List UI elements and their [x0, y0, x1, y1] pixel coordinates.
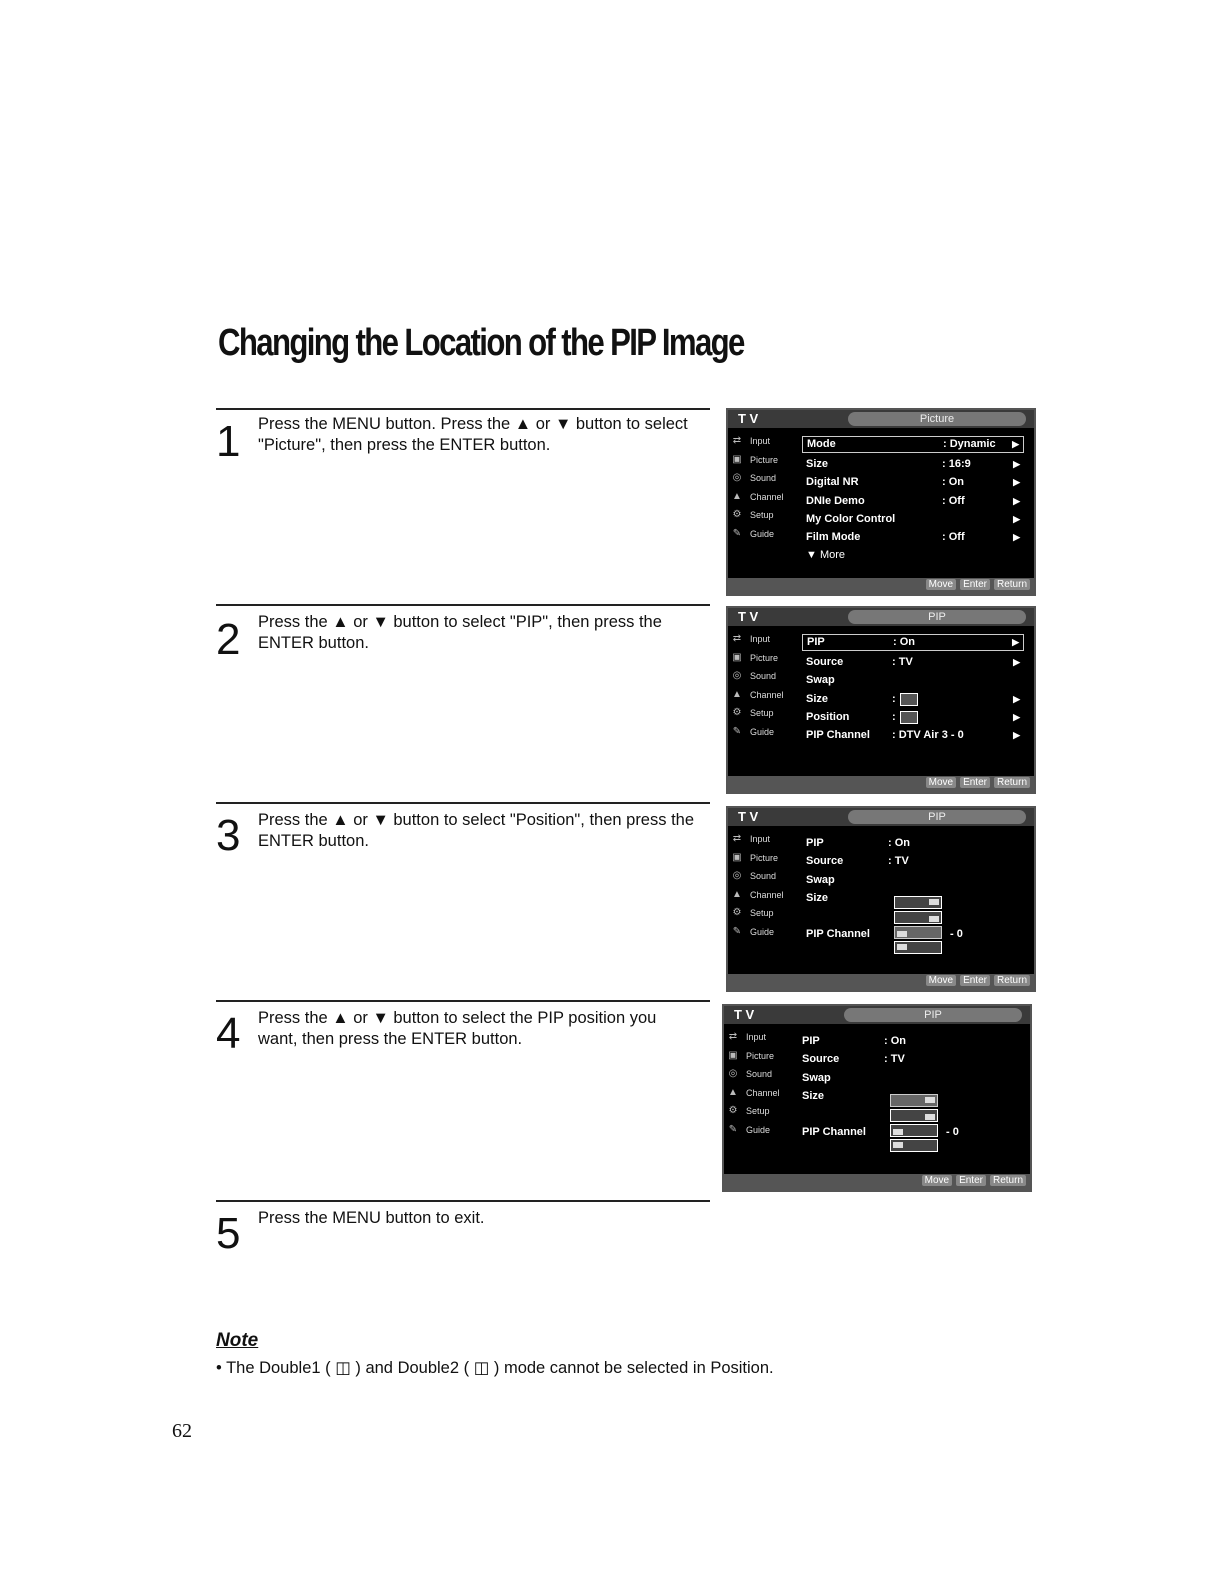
menu-row-source[interactable]	[802, 653, 1024, 671]
row-label: Size	[806, 692, 829, 705]
side-item-label: Sound	[750, 473, 777, 484]
side-item-label: Guide	[750, 528, 775, 539]
picture-icon: ▣	[732, 651, 742, 663]
side-item-guide[interactable]	[730, 525, 794, 544]
row-label: PIP	[806, 837, 824, 849]
menu-row-film-mode[interactable]	[802, 528, 1024, 546]
sound-icon: ◎	[732, 670, 742, 682]
menu-row-size[interactable]	[802, 690, 1024, 708]
step-number: 3	[216, 811, 241, 860]
side-item-label: Channel	[750, 491, 784, 502]
side-item-sound[interactable]	[726, 1065, 790, 1084]
side-item-sound[interactable]	[730, 867, 794, 886]
input-icon: ⇄	[732, 633, 742, 645]
position-picker[interactable]	[890, 1094, 940, 1154]
step-divider	[216, 1000, 710, 1002]
side-item-channel[interactable]	[730, 886, 794, 905]
position-option-bottom-left[interactable]	[894, 926, 942, 939]
row-value: : TV	[892, 656, 913, 668]
tv-label: T V	[738, 809, 759, 824]
side-item-label: Channel	[746, 1087, 780, 1098]
return-hint: Return	[990, 1175, 1026, 1186]
side-item-label: Input	[750, 834, 771, 845]
osd-title-bar	[728, 608, 1034, 626]
side-item-input[interactable]	[730, 830, 794, 849]
row-label: Position	[806, 710, 850, 723]
row-label: Mode	[807, 438, 836, 450]
row-value: : Off	[942, 531, 965, 544]
arrow-right-icon: ▶	[1013, 693, 1020, 704]
step-5	[216, 1200, 710, 1260]
menu-row-digital-nr[interactable]	[802, 473, 1024, 491]
enter-hint: Enter	[960, 777, 990, 788]
side-item-setup[interactable]	[730, 904, 794, 923]
row-label: PIP	[807, 636, 825, 648]
side-item-label: Input	[746, 1032, 767, 1043]
step-text: Press the MENU button to exit.	[258, 1209, 485, 1227]
osd-hint-bar	[728, 974, 1034, 990]
position-option-top-left[interactable]	[894, 941, 942, 954]
side-item-label: Picture	[750, 652, 779, 663]
step-divider	[216, 1200, 710, 1202]
side-item-channel[interactable]	[730, 488, 794, 507]
row-value: : Dynamic	[943, 438, 996, 450]
setup-icon: ⚙	[728, 1105, 738, 1117]
osd-screen-pip-menu	[726, 606, 1036, 794]
page-title: Changing the Location of the PIP Image	[218, 322, 744, 364]
picture-icon: ▣	[732, 851, 742, 863]
setup-icon: ⚙	[732, 707, 742, 719]
note-heading: Note	[216, 1330, 259, 1351]
arrow-right-icon: ▶	[1012, 637, 1019, 647]
side-item-sound[interactable]	[730, 469, 794, 488]
row-label: PIP Channel	[806, 729, 870, 742]
side-item-label: Channel	[750, 889, 784, 900]
osd-side-menu	[730, 630, 794, 741]
position-option-bottom-right[interactable]	[890, 1109, 938, 1122]
picture-icon: ▣	[732, 453, 742, 465]
menu-row-pip[interactable]	[802, 634, 1024, 651]
tv-label: T V	[738, 609, 759, 624]
side-item-label: Picture	[746, 1050, 775, 1061]
osd-title-bar	[728, 808, 1034, 826]
move-hint: Move	[922, 1175, 952, 1186]
row-label: Size	[802, 1089, 825, 1102]
row-value: : 16:9	[942, 458, 971, 470]
menu-row-swap[interactable]	[802, 871, 1024, 889]
side-item-setup[interactable]	[726, 1102, 790, 1121]
osd-title-bar	[728, 410, 1034, 428]
row-value: - 0	[946, 1126, 959, 1139]
row-label: Size	[806, 891, 829, 904]
side-item-input[interactable]	[726, 1028, 790, 1047]
side-item-label: Guide	[750, 926, 775, 937]
row-label: Source	[806, 656, 844, 668]
row-label: Swap	[806, 873, 835, 886]
row-value: : Off	[942, 494, 965, 507]
osd-tab-picture: Picture	[848, 412, 1026, 426]
row-value: : DTV Air 3 - 0	[892, 729, 964, 742]
side-item-label: Input	[750, 436, 771, 447]
channel-icon: ▲	[732, 888, 742, 900]
input-icon: ⇄	[728, 1031, 738, 1043]
arrow-right-icon: ▶	[1013, 495, 1020, 506]
step-text: Press the ▲ or ▼ button to select "PIP", then press the ENTER button.	[258, 613, 662, 652]
side-item-guide[interactable]	[730, 723, 794, 742]
note-text: • The Double1 ( ◫ ) and Double2 ( ◫ ) mode cannot be selected in Position.	[216, 1359, 774, 1377]
side-item-label: Channel	[750, 689, 784, 700]
position-option-top-right[interactable]	[890, 1094, 938, 1107]
row-label: DNIe Demo	[806, 494, 865, 507]
row-label: Film Mode	[806, 531, 861, 544]
osd-hint-bar	[728, 776, 1034, 792]
return-hint: Return	[994, 975, 1030, 986]
side-item-label: Guide	[750, 726, 775, 737]
arrow-right-icon: ▶	[1013, 711, 1020, 722]
row-label: Source	[806, 855, 844, 868]
side-item-channel[interactable]	[730, 686, 794, 705]
side-item-picture[interactable]	[730, 451, 794, 470]
input-icon: ⇄	[732, 435, 742, 447]
step-number: 4	[216, 1009, 241, 1058]
guide-icon: ✎	[732, 527, 742, 539]
side-item-channel[interactable]	[726, 1084, 790, 1103]
menu-row-position[interactable]	[802, 708, 1024, 726]
side-item-input[interactable]	[730, 630, 794, 649]
row-value: : On	[893, 636, 915, 648]
side-item-input[interactable]	[730, 432, 794, 451]
row-value: : TV	[888, 855, 909, 868]
row-label: PIP Channel	[806, 928, 870, 941]
move-hint: Move	[926, 777, 956, 788]
sound-icon: ◎	[728, 1068, 738, 1080]
arrow-right-icon: ▶	[1013, 730, 1020, 741]
position-picker[interactable]	[894, 896, 944, 956]
menu-row-pip[interactable]	[798, 1032, 1020, 1050]
row-label: PIP Channel	[802, 1126, 866, 1139]
row-label: Swap	[802, 1071, 831, 1084]
tv-label: T V	[734, 1007, 755, 1022]
return-hint: Return	[994, 579, 1030, 590]
osd-title-bar	[724, 1006, 1030, 1024]
row-value: : TV	[884, 1053, 905, 1066]
menu-row-my-color-control[interactable]	[802, 510, 1024, 528]
position-option-top-left[interactable]	[890, 1139, 938, 1152]
menu-row-swap[interactable]	[798, 1069, 1020, 1087]
osd-menu-rows	[802, 634, 1024, 744]
position-option-bottom-left[interactable]	[890, 1124, 938, 1137]
side-item-label: Picture	[750, 852, 779, 863]
row-value: - 0	[950, 928, 963, 941]
arrow-right-icon: ▶	[1013, 477, 1020, 488]
side-item-label: Setup	[750, 908, 774, 919]
side-item-picture[interactable]	[730, 849, 794, 868]
menu-row-mode[interactable]	[802, 436, 1024, 453]
osd-screen-position-selected	[722, 1004, 1032, 1192]
step-4	[216, 1000, 710, 1190]
input-icon: ⇄	[732, 833, 742, 845]
row-label: PIP	[802, 1035, 820, 1047]
row-value: : On	[942, 476, 964, 489]
channel-icon: ▲	[732, 688, 742, 700]
menu-row-pip[interactable]	[802, 834, 1024, 852]
guide-icon: ✎	[728, 1123, 738, 1135]
row-value: : On	[888, 837, 910, 849]
side-item-label: Guide	[746, 1124, 771, 1135]
page-number: 62	[172, 1420, 192, 1442]
arrow-right-icon: ▶	[1012, 439, 1019, 449]
osd-hint-bar	[728, 578, 1034, 594]
position-option-top-right[interactable]	[894, 896, 942, 909]
osd-tab-pip: PIP	[848, 810, 1026, 824]
guide-icon: ✎	[732, 925, 742, 937]
osd-menu-rows	[802, 436, 1024, 565]
step-2	[216, 604, 710, 794]
side-item-label: Picture	[750, 454, 779, 465]
side-item-label: Setup	[746, 1106, 770, 1117]
position-option-bottom-right[interactable]	[894, 911, 942, 924]
arrow-right-icon: ▶	[1013, 657, 1020, 667]
row-label: Swap	[806, 674, 835, 687]
osd-tab-pip: PIP	[844, 1008, 1022, 1022]
row-value: : On	[884, 1035, 906, 1047]
setup-icon: ⚙	[732, 907, 742, 919]
enter-hint: Enter	[960, 579, 990, 590]
menu-row-swap[interactable]	[802, 671, 1024, 689]
osd-screen-picture-menu	[726, 408, 1036, 596]
channel-icon: ▲	[732, 490, 742, 502]
side-item-picture[interactable]	[726, 1047, 790, 1066]
row-label: Digital NR	[806, 476, 859, 489]
step-text: Press the MENU button. Press the ▲ or ▼ button to select "Picture", then press the ENTER button.	[258, 415, 688, 454]
side-item-guide[interactable]	[726, 1121, 790, 1140]
osd-side-menu	[730, 432, 794, 543]
row-value: :	[892, 692, 896, 705]
menu-row-size[interactable]	[802, 455, 1024, 473]
enter-hint: Enter	[960, 975, 990, 986]
osd-side-menu	[726, 1028, 790, 1139]
side-item-sound[interactable]	[730, 667, 794, 686]
step-1	[216, 408, 710, 598]
row-label: My Color Control	[806, 512, 896, 525]
guide-icon: ✎	[732, 725, 742, 737]
osd-screen-position-picker	[726, 806, 1036, 992]
setup-icon: ⚙	[732, 509, 742, 521]
row-label: Source	[802, 1053, 840, 1066]
return-hint: Return	[994, 777, 1030, 788]
side-item-setup[interactable]	[730, 704, 794, 723]
sound-icon: ◎	[732, 870, 742, 882]
arrow-right-icon: ▶	[1013, 532, 1020, 543]
menu-row-source[interactable]	[802, 852, 1024, 870]
menu-row-pip-channel[interactable]	[802, 726, 1024, 744]
menu-row-source[interactable]	[798, 1050, 1020, 1068]
channel-icon: ▲	[728, 1086, 738, 1098]
tv-label: T V	[738, 411, 759, 426]
pip-size-icon	[900, 693, 918, 706]
step-number: 1	[216, 417, 241, 466]
pip-position-icon	[900, 711, 918, 724]
step-number: 5	[216, 1209, 241, 1258]
step-divider	[216, 408, 710, 410]
picture-icon: ▣	[728, 1049, 738, 1061]
osd-side-menu	[730, 830, 794, 941]
side-item-label: Setup	[750, 510, 774, 521]
side-item-picture[interactable]	[730, 649, 794, 668]
row-value: :	[892, 710, 896, 723]
side-item-guide[interactable]	[730, 923, 794, 942]
arrow-right-icon: ▶	[1013, 459, 1020, 469]
step-number: 2	[216, 615, 241, 664]
step-3	[216, 802, 710, 992]
side-item-label: Sound	[746, 1069, 773, 1080]
move-hint: Move	[926, 975, 956, 986]
step-text: Press the ▲ or ▼ button to select "Position", then press the ENTER button.	[258, 811, 695, 850]
side-item-label: Input	[750, 634, 771, 645]
side-item-label: Sound	[750, 871, 777, 882]
row-label: Size	[806, 458, 829, 470]
step-text: Press the ▲ or ▼ button to select the PIP position you want, then press the ENTER button.	[258, 1009, 657, 1048]
menu-row-more[interactable]	[802, 546, 1024, 564]
step-divider	[216, 604, 710, 606]
side-item-setup[interactable]	[730, 506, 794, 525]
osd-tab-pip: PIP	[848, 610, 1026, 624]
arrow-right-icon: ▶	[1013, 513, 1020, 524]
side-item-label: Sound	[750, 671, 777, 682]
enter-hint: Enter	[956, 1175, 986, 1186]
row-label: ▼ More	[806, 549, 846, 562]
side-item-label: Setup	[750, 708, 774, 719]
step-divider	[216, 802, 710, 804]
sound-icon: ◎	[732, 472, 742, 484]
move-hint: Move	[926, 579, 956, 590]
menu-row-dnie-demo[interactable]	[802, 492, 1024, 510]
osd-hint-bar	[724, 1174, 1030, 1190]
